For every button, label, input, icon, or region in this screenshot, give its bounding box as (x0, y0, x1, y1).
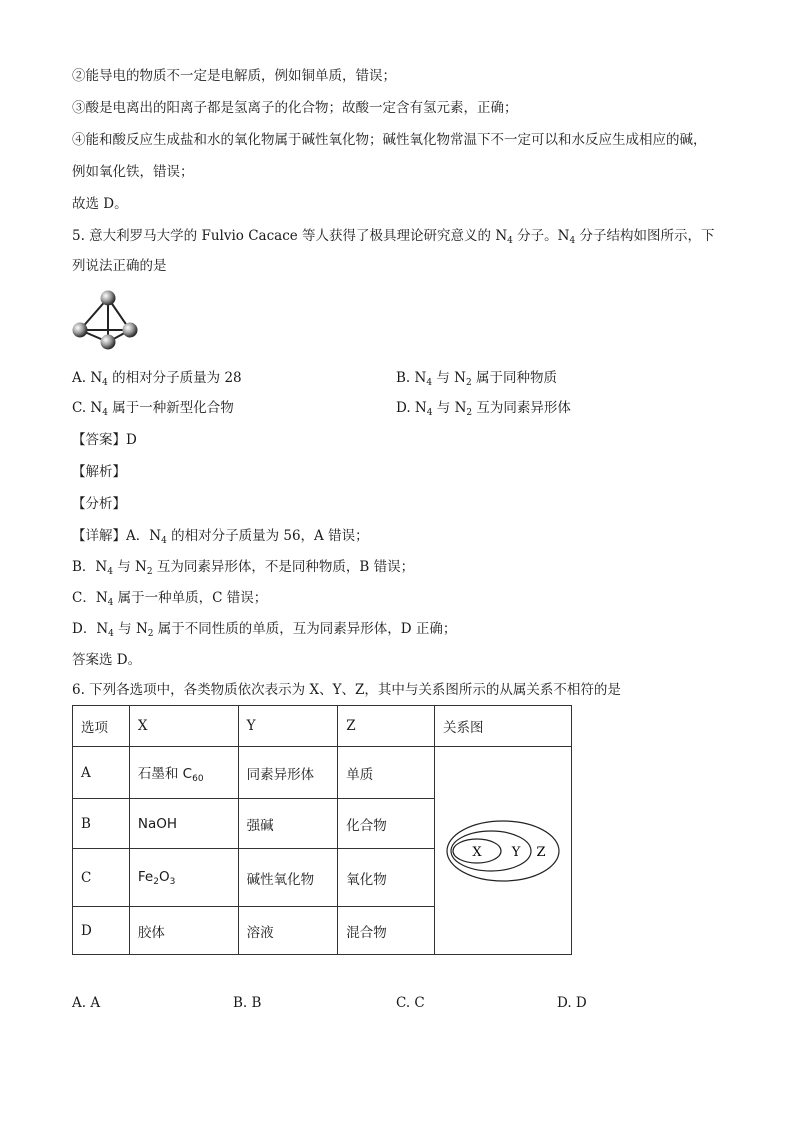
q5-stem-line2: 列说法正确的是 (72, 258, 167, 274)
row-y: 同素异形体 (238, 747, 338, 799)
q5-option-c: C. $N_4$ 属于一种新型化合物 (72, 400, 234, 418)
row-y: 溶液 (238, 907, 338, 955)
row-y: 碱性氧化物 (238, 849, 338, 907)
q5-option-b: B. $N_4$ 与 $N_2$ 属于同种物质 (396, 370, 557, 388)
row-z: 混合物 (338, 907, 435, 955)
row-z: 化合物 (338, 799, 435, 849)
row-option: C (73, 849, 130, 907)
q5-detail-d: D．$N_4$ 与 $N_2$ 属于不同性质的单质，互为同素异形体，D 正确； (72, 621, 457, 639)
label-x: X (472, 844, 482, 860)
table-header-row (73, 706, 572, 747)
row-y: 强碱 (238, 799, 338, 849)
q6-choice-c: C. C (396, 995, 425, 1011)
relation-diagram (435, 791, 571, 911)
row-z: 氧化物 (338, 849, 435, 907)
analysis-line-3: ③酸是电离出的阳离子都是氢离子的化合物；故酸一定含有氢元素，正确； (72, 100, 518, 116)
q5-fenxi-tag: 【分析】 (72, 496, 126, 512)
header-y: Y (238, 706, 338, 747)
header-diagram: 关系图 (434, 706, 571, 747)
q5-jiexi-tag: 【解析】 (72, 464, 126, 480)
q6-stem: 6. 下列各选项中，各类物质依次表示为 X、Y、Z，其中与关系图所示的从属关系不相符的是 (72, 682, 621, 698)
q6-table (72, 705, 572, 955)
q5-option-d: D. $N_4$ 与 $N_2$ 互为同素异形体 (396, 400, 571, 418)
analysis-line-4: ④能和酸反应生成盐和水的氧化物属于碱性氧化物；碱性氧化物常温下不一定可以和水反应生成相应的碱， (72, 132, 707, 148)
analysis-line-2: ②能导电的物质不一定是电解质，例如铜单质，错误； (72, 68, 396, 84)
header-z: Z (338, 706, 435, 747)
q5-detail-c: C．$N_4$ 属于一种单质，C 错误； (72, 590, 268, 608)
row-z: 单质 (338, 747, 435, 799)
header-x: X (129, 706, 238, 747)
label-y: Y (511, 844, 521, 860)
analysis-conclusion: 故选 D。 (72, 196, 128, 212)
header-option: 选项 (73, 706, 130, 747)
row-x: 胶体 (129, 907, 238, 955)
row-option: A (73, 747, 130, 799)
q6-choice-b: B. B (233, 995, 262, 1011)
row-x: $Fe_2O_3$ (129, 849, 238, 907)
q5-option-a: A. $N_4$ 的相对分子质量为 28 (72, 370, 242, 388)
atom-sphere (73, 323, 88, 338)
q5-stem-line1: 5. 意大利罗马大学的 Fulvio Cacace 等人获得了极具理论研究意义的 $N_4$ 分子。$N_4$ 分子结构如图所示，下 (72, 228, 715, 246)
q5-answer (72, 430, 137, 450)
relation-diagram-cell (434, 747, 571, 955)
atom-sphere (101, 335, 116, 350)
q5-detail-a: 【详解】A．$N_4$ 的相对分子质量为 56，A 错误； (72, 528, 369, 546)
atom-sphere (123, 323, 138, 338)
q5-conclusion: 答案选 D。 (72, 652, 142, 668)
q6-choice-d: D. D (557, 995, 587, 1011)
table-row (73, 747, 572, 799)
n4-molecule-figure (70, 288, 142, 354)
label-z: Z (536, 844, 546, 860)
row-x: 石墨和 $C_{60}$ (129, 747, 238, 799)
row-x: NaOH (129, 799, 238, 849)
row-option: B (73, 799, 130, 849)
analysis-line-4-cont: 例如氧化铁，错误； (72, 164, 194, 180)
atom-sphere (101, 291, 116, 306)
q6-choice-a: A. A (72, 995, 101, 1011)
answer-value: D (126, 432, 137, 448)
q5-detail-b: B．$N_4$ 与 $N_2$ 互为同素异形体，不是同种物质，B 错误； (72, 559, 415, 577)
row-option: D (73, 907, 130, 955)
answer-tag: 【答案】 (72, 432, 126, 448)
